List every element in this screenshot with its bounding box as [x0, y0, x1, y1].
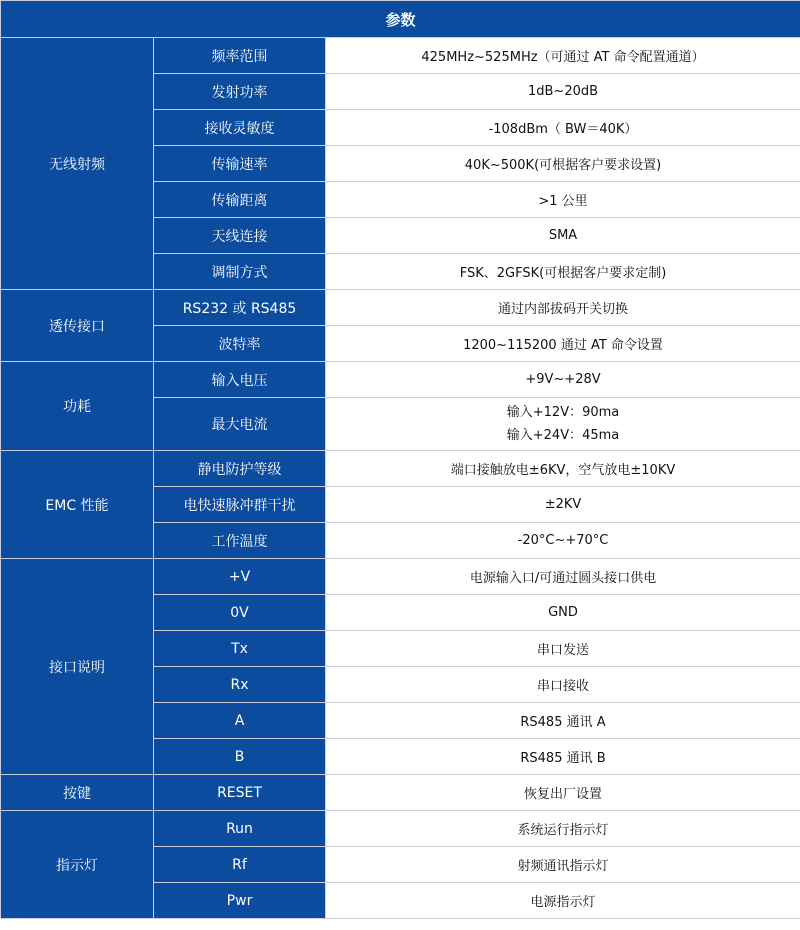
param-label: 波特率 [154, 326, 326, 362]
param-label: 天线连接 [154, 218, 326, 254]
table-row [1, 451, 800, 487]
param-value: SMA [326, 218, 800, 254]
param-value: 系统运行指示灯 [326, 811, 800, 847]
category-label: EMC 性能 [1, 451, 154, 559]
param-value: 电源指示灯 [326, 883, 800, 919]
param-label: 电快速脉冲群干扰 [154, 487, 326, 523]
param-value: ±2KV [326, 487, 800, 523]
param-label: RESET [154, 775, 326, 811]
param-value: 串口发送 [326, 631, 800, 667]
param-label: Pwr [154, 883, 326, 919]
param-value: 1dB~20dB [326, 74, 800, 110]
param-value: 端口接触放电±6KV，空气放电±10KV [326, 451, 800, 487]
param-value-line: 输入+12V：90ma [506, 405, 620, 420]
param-value: 串口接收 [326, 667, 800, 703]
category-label: 指示灯 [1, 811, 154, 919]
category-label: 功耗 [1, 362, 154, 451]
param-value: -108dBm（ BW＝40K） [326, 110, 800, 146]
param-label: 工作温度 [154, 523, 326, 559]
param-value-line: 输入+24V：45ma [506, 428, 620, 443]
param-value: +9V~+28V [326, 362, 800, 398]
param-value: 通过内部拔码开关切换 [326, 290, 800, 326]
param-label: 0V [154, 595, 326, 631]
table-row [1, 811, 800, 847]
param-label: B [154, 739, 326, 775]
param-value: 电源输入口/可通过圆头接口供电 [326, 559, 800, 595]
param-label: +V [154, 559, 326, 595]
param-label: RS232 或 RS485 [154, 290, 326, 326]
param-value: -20°C~+70°C [326, 523, 800, 559]
category-label: 按键 [1, 775, 154, 811]
table-row [1, 38, 800, 74]
param-value: 40K~500K(可根据客户要求设置) [326, 146, 800, 182]
table-row [1, 559, 800, 595]
param-label: 静电防护等级 [154, 451, 326, 487]
category-label: 透传接口 [1, 290, 154, 362]
param-label: 调制方式 [154, 254, 326, 290]
param-label: Tx [154, 631, 326, 667]
param-value: 射频通讯指示灯 [326, 847, 800, 883]
param-label: 频率范围 [154, 38, 326, 74]
param-value: FSK、2GFSK(可根据客户要求定制) [326, 254, 800, 290]
table-title: 参数 [1, 1, 800, 38]
table-row [1, 290, 800, 326]
param-value: RS485 通讯 B [326, 739, 800, 775]
category-label: 无线射频 [1, 38, 154, 290]
param-label: A [154, 703, 326, 739]
param-label: Rx [154, 667, 326, 703]
param-label: 接收灵敏度 [154, 110, 326, 146]
param-label: 发射功率 [154, 74, 326, 110]
param-label: 最大电流 [154, 398, 326, 451]
param-value [326, 398, 800, 451]
param-value: GND [326, 595, 800, 631]
table-row [1, 362, 800, 398]
category-label: 接口说明 [1, 559, 154, 775]
param-label: Rf [154, 847, 326, 883]
param-value: >1 公里 [326, 182, 800, 218]
param-value: RS485 通讯 A [326, 703, 800, 739]
param-value: 425MHz~525MHz（可通过 AT 命令配置通道） [326, 38, 800, 74]
param-label: 输入电压 [154, 362, 326, 398]
param-label: 传输距离 [154, 182, 326, 218]
param-value: 恢复出厂设置 [326, 775, 800, 811]
param-value: 1200~115200 通过 AT 命令设置 [326, 326, 800, 362]
param-label: 传输速率 [154, 146, 326, 182]
table-row [1, 775, 800, 811]
param-label: Run [154, 811, 326, 847]
